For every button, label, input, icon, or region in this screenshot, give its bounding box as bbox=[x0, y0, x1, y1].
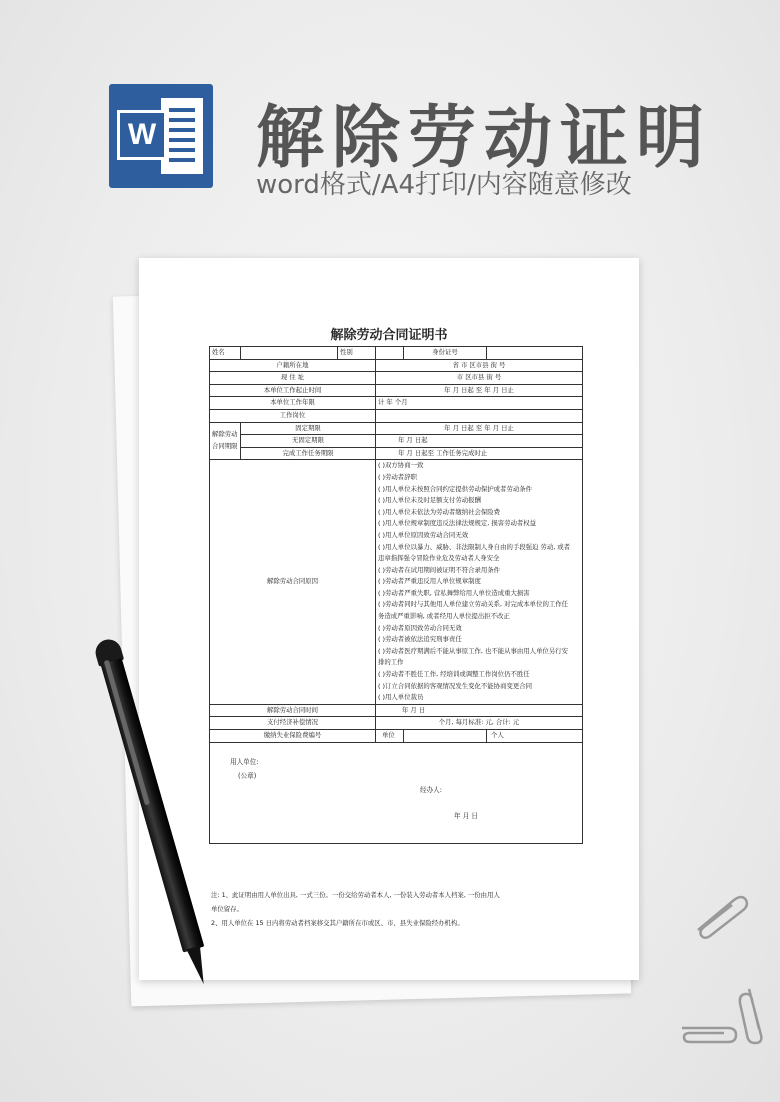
reason-item[interactable]: ( )劳动者严重失职, 营私舞弊给用人单位造成重大损害 bbox=[378, 588, 530, 597]
gender-label: 性别 bbox=[338, 347, 376, 360]
reason-item[interactable]: ( )订立合同依据的客观情况发生变化不能协商变更合同 bbox=[378, 681, 533, 690]
reason-item[interactable]: 务造成严重影响, 或者经用人单位提出拒不改正 bbox=[378, 612, 510, 621]
reason-item[interactable]: ( )用人单位以暴力、威胁、非法限制人身自由的手段强迫 劳动, 或者 bbox=[378, 542, 571, 551]
residence-label: 现 住 址 bbox=[210, 372, 376, 385]
hukou-label: 户籍所在地 bbox=[210, 359, 376, 372]
insurance-unit-value[interactable] bbox=[404, 730, 487, 743]
banner-subtitle: word格式/A4打印/内容随意修改 bbox=[256, 170, 632, 200]
contract-term-label: 解除劳动合同期限 bbox=[210, 422, 241, 460]
certificate-form-table bbox=[209, 346, 583, 844]
id-card-value[interactable] bbox=[487, 347, 583, 360]
reason-item[interactable]: ( )劳动者辞职 bbox=[378, 472, 417, 481]
paperclip-icon bbox=[690, 890, 750, 940]
reason-item[interactable]: ( )劳动者医疗期满后不能从事原工作, 也不能从事由用人单位另行安 bbox=[378, 646, 569, 655]
name-value[interactable] bbox=[241, 347, 338, 360]
signature-area bbox=[210, 742, 583, 843]
reason-list bbox=[376, 460, 583, 704]
employer-label: 用人单位: bbox=[230, 757, 259, 766]
note-line: 注: 1、此证明由用人单位出具, 一式三份。一份交给劳动者本人, 一份装入劳动者本人档案, 一份由用人 bbox=[211, 891, 500, 899]
table-row bbox=[210, 717, 583, 730]
table-row bbox=[210, 435, 583, 448]
handler-label: 经办人: bbox=[420, 785, 443, 794]
termination-time-label: 解除劳动合同时间 bbox=[210, 704, 376, 717]
reason-item[interactable]: ( )用人单位未及时足额支付劳动报酬 bbox=[378, 496, 481, 505]
footnotes bbox=[211, 888, 583, 930]
work-years-label: 本单位工作年限 bbox=[210, 397, 376, 410]
reason-item[interactable]: ( )用人单位未按照合同约定提供劳动保护或者劳动条件 bbox=[378, 484, 533, 493]
reason-item[interactable]: ( )双方协商一致 bbox=[378, 461, 424, 470]
table-row bbox=[210, 359, 583, 372]
reason-item[interactable]: ( )劳动者严重违反用人单位规章制度 bbox=[378, 577, 481, 586]
word-app-icon bbox=[109, 84, 213, 188]
table-row bbox=[210, 447, 583, 460]
task-term-label: 完成工作任务期限 bbox=[241, 447, 376, 460]
hukou-value[interactable]: 省 市 区市县 街 号 bbox=[376, 359, 583, 372]
note-line: 2、用人单位在 15 日内将劳动者档案移交其户籍所在市或区、市、县失业保险经办机构。 bbox=[211, 919, 464, 927]
table-row bbox=[210, 409, 583, 422]
insurance-unit-label: 单位 bbox=[376, 730, 404, 743]
document-lines-icon bbox=[161, 98, 203, 174]
note-line: 单位留存。 bbox=[211, 905, 243, 913]
id-card-label: 身份证号 bbox=[404, 347, 487, 360]
document-sheet bbox=[139, 258, 639, 980]
gender-value[interactable] bbox=[376, 347, 404, 360]
reason-item[interactable]: ( )用人单位规章制度违反法律法规规定, 损害劳动者权益 bbox=[378, 519, 537, 528]
table-row bbox=[210, 704, 583, 717]
reason-item[interactable]: ( )劳动者原因致劳动合同无效 bbox=[378, 623, 462, 632]
reason-item[interactable]: ( )劳动者在试用期间被证明不符合录用条件 bbox=[378, 565, 501, 574]
work-period-value[interactable]: 年 月 日起 至 年 月 日止 bbox=[376, 384, 583, 397]
reason-item[interactable]: 违章指挥强令冒险作业危及劳动者人身安全 bbox=[378, 554, 500, 563]
table-row bbox=[210, 422, 583, 435]
position-label: 工作岗位 bbox=[210, 409, 376, 422]
table-row bbox=[210, 460, 583, 704]
reason-item[interactable]: ( )劳动者同时与其他用人单位建立劳动关系, 对完成本单位的工作任 bbox=[378, 600, 569, 609]
compensation-label: 支付经济补偿情况 bbox=[210, 717, 376, 730]
signature-date: 年 月 日 bbox=[454, 811, 478, 820]
table-row bbox=[210, 397, 583, 410]
termination-time-value[interactable]: 年 月 日 bbox=[376, 704, 583, 717]
reason-item[interactable]: ( )用人单位原因致劳动合同无效 bbox=[378, 530, 469, 539]
table-row bbox=[210, 384, 583, 397]
paperclip-icon bbox=[678, 1018, 738, 1048]
table-row bbox=[210, 372, 583, 385]
seal-label: (公章) bbox=[238, 771, 257, 780]
work-years-value[interactable]: 计 年 个月 bbox=[376, 397, 583, 410]
open-term-value[interactable]: 年 月 日起 bbox=[376, 435, 583, 448]
insurance-label: 缴纳失业保险费编号 bbox=[210, 730, 376, 743]
table-row bbox=[210, 730, 583, 743]
insurance-person-label[interactable]: 个人 bbox=[487, 730, 583, 743]
work-period-label: 本单位工作起止时间 bbox=[210, 384, 376, 397]
reason-label: 解除劳动合同原因 bbox=[210, 460, 376, 704]
open-term-label: 无固定期限 bbox=[241, 435, 376, 448]
paperclip-icon bbox=[735, 985, 775, 1045]
reason-item[interactable]: ( )用人单位未依法为劳动者缴纳社会保险费 bbox=[378, 507, 501, 516]
reason-item[interactable]: 排的工作 bbox=[378, 658, 404, 667]
table-row bbox=[210, 742, 583, 843]
word-letter-badge: W bbox=[117, 110, 167, 160]
residence-value[interactable]: 市 区市县 街 号 bbox=[376, 372, 583, 385]
name-label: 姓名 bbox=[210, 347, 241, 360]
document-title: 解除劳动合同证明书 bbox=[330, 328, 448, 343]
compensation-value[interactable]: 个月, 每月标准: 元, 合计: 元 bbox=[376, 717, 583, 730]
banner-title: 解除劳动证明 bbox=[256, 99, 713, 178]
position-value[interactable] bbox=[376, 409, 583, 422]
fixed-term-value[interactable]: 年 月 日起 至 年 月 日止 bbox=[376, 422, 583, 435]
reason-item[interactable]: ( )用人单位裁员 bbox=[378, 693, 424, 702]
reason-item[interactable]: ( )劳动者不胜任工作, 经培训或调整工作岗位仍不胜任 bbox=[378, 670, 530, 679]
reason-item[interactable]: ( )劳动者被依法追究刑事责任 bbox=[378, 635, 462, 644]
task-term-value[interactable]: 年 月 日起至 工作任务完成时止 bbox=[376, 447, 583, 460]
table-row bbox=[210, 347, 583, 360]
fixed-term-label: 固定期限 bbox=[241, 422, 376, 435]
